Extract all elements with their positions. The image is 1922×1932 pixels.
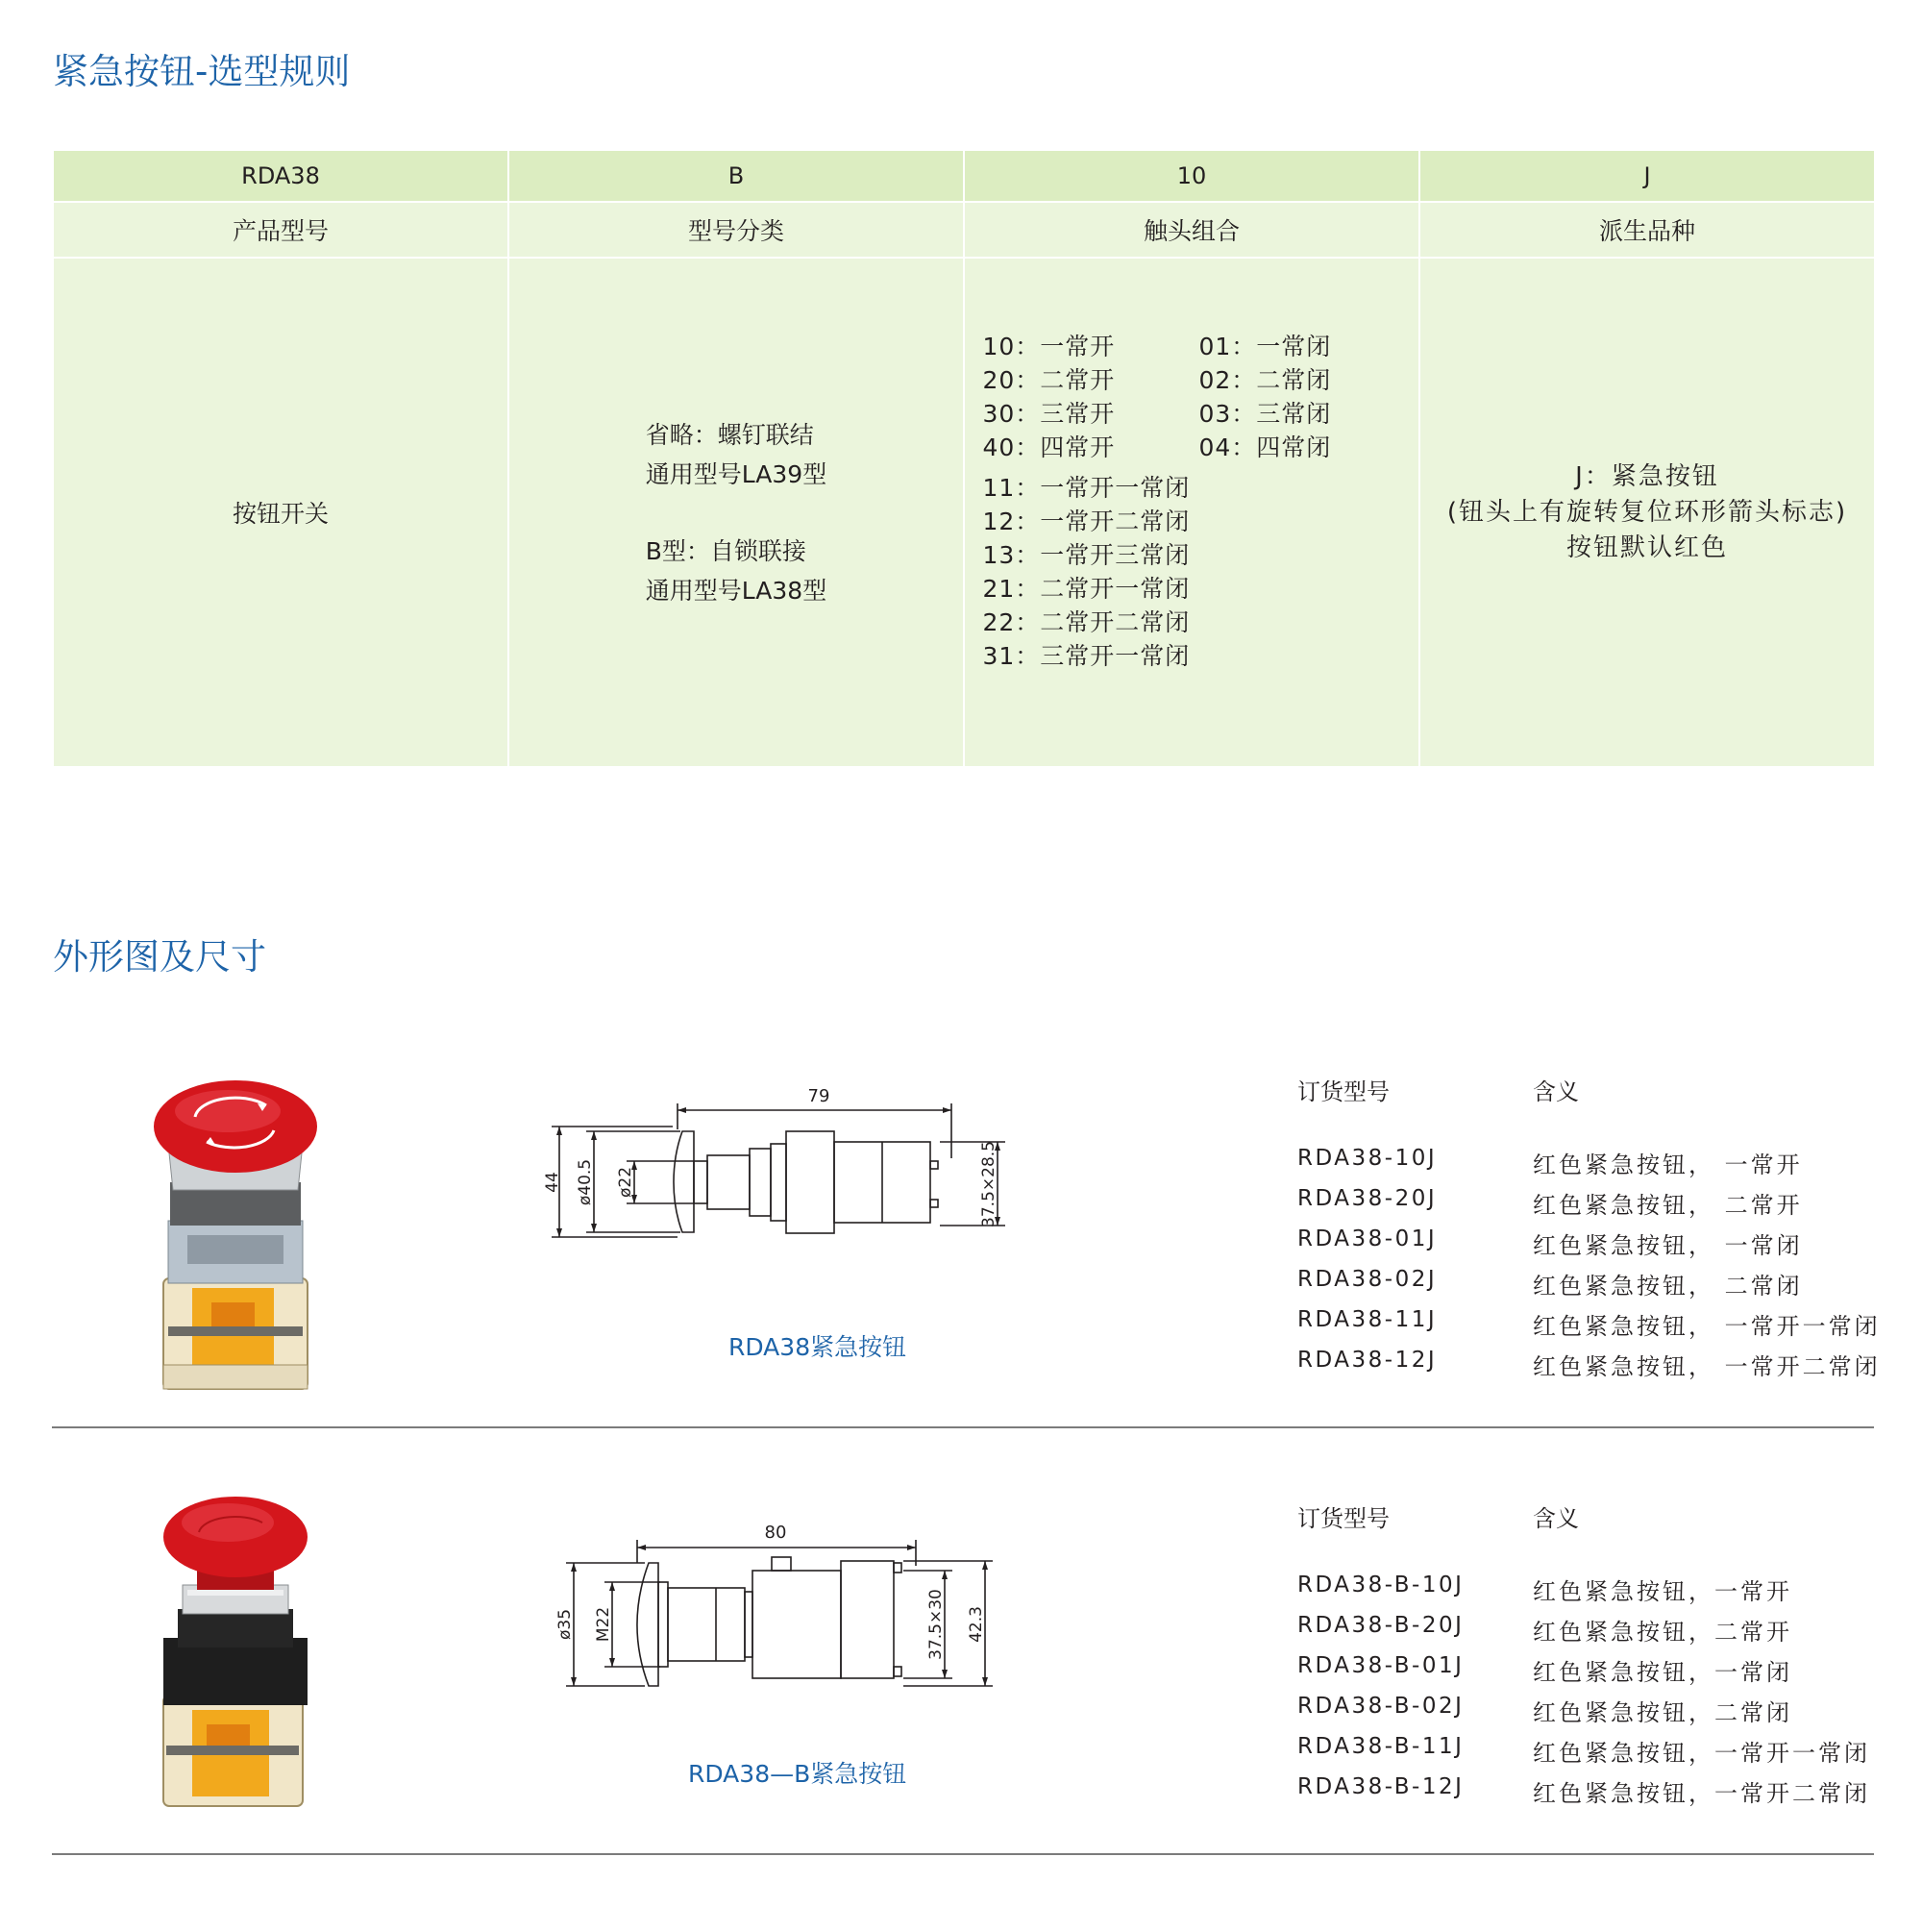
order-meaning: 红色紧急按钮，一常开一常闭 — [1533, 1740, 1870, 1767]
code-cell-contacts: 10 — [964, 150, 1419, 202]
product-divider — [52, 1853, 1874, 1855]
code-cell-product: RDA38 — [53, 150, 508, 202]
product-divider — [52, 1426, 1874, 1428]
rda38-product-photo — [139, 1077, 332, 1408]
type-line: 省略：螺钉联结 — [645, 420, 814, 449]
name-cell-contacts: 触头组合 — [964, 202, 1419, 258]
order-code: RDA38-B-11J — [1297, 1734, 1465, 1759]
product-desc-cell — [53, 258, 508, 767]
dim-side: 37.5×28.5 — [979, 1141, 998, 1227]
order-meaning: 红色紧急按钮， 二常闭 — [1533, 1273, 1803, 1300]
order-meaning: 红色紧急按钮，一常开 — [1533, 1578, 1792, 1605]
order-code: RDA38-02J — [1297, 1267, 1438, 1292]
order-meaning: 红色紧急按钮， 一常开一常闭 — [1533, 1313, 1881, 1340]
type-line: B型：自锁联接 — [645, 536, 806, 565]
contact-combo: 22：二常开二常闭 — [982, 607, 1191, 636]
code-cell-derived: J — [1419, 150, 1875, 202]
contact-combo: 12：一常开二常闭 — [982, 507, 1191, 535]
contact-option: 20：二常开 — [982, 365, 1116, 394]
order-meaning: 红色紧急按钮，二常开 — [1533, 1619, 1792, 1646]
dim-width: 79 — [807, 1086, 830, 1106]
contact-option: 02：二常闭 — [1198, 365, 1332, 394]
type-desc-cell — [508, 258, 964, 767]
type-line: 通用型号LA39型 — [645, 459, 827, 488]
contacts-desc-cell — [964, 258, 1419, 767]
contact-option: 03：三常闭 — [1198, 399, 1332, 428]
order-code: RDA38-20J — [1297, 1186, 1438, 1211]
order-meaning: 红色紧急按钮， 一常开 — [1533, 1152, 1803, 1178]
name-cell-product: 产品型号 — [53, 202, 508, 258]
order-code: RDA38-12J — [1297, 1348, 1438, 1373]
dim-thread: ø22 — [616, 1166, 635, 1199]
table-code-row — [53, 150, 1875, 202]
order-meaning: 红色紧急按钮， 二常开 — [1533, 1192, 1803, 1219]
dim-side: 37.5×30 — [926, 1589, 946, 1660]
name-cell-type: 型号分类 — [508, 202, 964, 258]
order-code: RDA38-B-01J — [1297, 1653, 1465, 1678]
rda38-b-dimension-drawing — [553, 1513, 1033, 1705]
product-desc: 按钮开关 — [232, 500, 329, 528]
code-cell-type: B — [508, 150, 964, 202]
dim-height: 42.3 — [967, 1606, 986, 1643]
order-code: RDA38-B-10J — [1297, 1573, 1465, 1598]
contact-option: 40：四常开 — [982, 433, 1116, 461]
derived-line: J：紧急按钮 — [1575, 461, 1719, 491]
contact-combo: 13：一常开三常闭 — [982, 540, 1191, 569]
contact-option: 04：四常闭 — [1198, 433, 1332, 461]
contact-combo: 31：三常开一常闭 — [982, 641, 1191, 670]
product-block-rda38-b — [0, 1484, 1922, 1869]
derived-desc-cell — [1419, 258, 1875, 767]
order-code: RDA38-B-02J — [1297, 1694, 1465, 1719]
rda38-b-product-photo — [139, 1494, 332, 1821]
order-meaning-header: 含义 — [1533, 1505, 1579, 1532]
contact-combo: 11：一常开一常闭 — [982, 473, 1191, 502]
selection-rules-title: 紧急按钮-选型规则 — [53, 51, 351, 92]
order-code-header: 订货型号 — [1297, 1078, 1390, 1105]
derived-line: 按钮默认红色 — [1565, 533, 1728, 562]
rda38-dimension-drawing — [538, 1077, 1038, 1259]
table-name-row — [53, 202, 1875, 258]
selection-rules-table — [52, 149, 1876, 768]
contact-option: 10：一常开 — [982, 332, 1116, 360]
order-meaning: 红色紧急按钮，二常闭 — [1533, 1699, 1792, 1726]
order-meaning: 红色紧急按钮，一常开二常闭 — [1533, 1780, 1870, 1807]
dim-head: ø40.5 — [576, 1158, 595, 1206]
dim-width: 80 — [764, 1523, 787, 1543]
order-meaning: 红色紧急按钮， 一常闭 — [1533, 1232, 1803, 1259]
order-meaning: 红色紧急按钮， 一常开二常闭 — [1533, 1353, 1881, 1380]
order-code: RDA38-B-12J — [1297, 1774, 1465, 1799]
order-code-header: 订货型号 — [1297, 1505, 1390, 1532]
order-code: RDA38-10J — [1297, 1146, 1438, 1171]
product-block-rda38 — [0, 1057, 1922, 1442]
order-code: RDA38-01J — [1297, 1226, 1438, 1251]
order-meaning-header: 含义 — [1533, 1078, 1579, 1105]
dimensions-title: 外形图及尺寸 — [53, 936, 266, 978]
dim-head: ø35 — [555, 1608, 575, 1641]
order-code: RDA38-11J — [1297, 1307, 1438, 1332]
contact-option: 01：一常闭 — [1198, 332, 1332, 360]
order-meaning: 红色紧急按钮，一常闭 — [1533, 1659, 1792, 1686]
contact-combo: 21：二常开一常闭 — [982, 574, 1191, 603]
type-line: 通用型号LA38型 — [645, 576, 827, 605]
order-code: RDA38-B-20J — [1297, 1613, 1465, 1638]
dim-height: 44 — [543, 1172, 562, 1193]
contact-option: 30：三常开 — [982, 399, 1116, 428]
table-body-row — [53, 258, 1875, 767]
dim-thread: M22 — [594, 1606, 613, 1643]
rda38-caption: RDA38紧急按钮 — [728, 1333, 907, 1361]
rda38-b-caption: RDA38—B紧急按钮 — [688, 1760, 907, 1788]
name-cell-derived: 派生品种 — [1419, 202, 1875, 258]
derived-line: (钮头上有旋转复位环形箭头标志) — [1446, 497, 1848, 527]
